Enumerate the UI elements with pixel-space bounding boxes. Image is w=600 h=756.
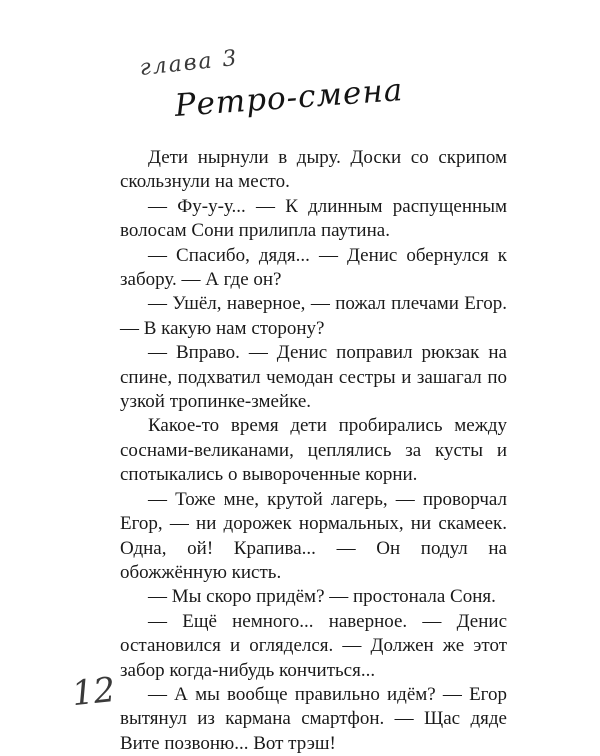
- paragraph: Дети нырнули в дыру. Доски со скрипом скользнули на место.: [120, 147, 507, 193]
- body-text: [120, 146, 507, 756]
- paragraph: — Вправо. — Денис поправил рюкзак на спине, подхватил чемодан сестры и зашагал по узкой тропинке-змейке.: [120, 342, 507, 413]
- paragraph: — Мы скоро придём? — простонала Соня.: [148, 586, 496, 608]
- page-number: 12: [70, 669, 118, 715]
- paragraph: — А мы вообще правильно идём? — Егор вытянул из кармана смартфон. — Щас дяде Вите позвоню... Вот трэш!: [120, 683, 507, 754]
- chapter-title: Ретро-смена: [173, 72, 405, 124]
- paragraph: — Ушёл, наверное, — пожал плечами Егор. — В какую нам сторону?: [120, 293, 507, 339]
- paragraph: — Тоже мне, крутой лагерь, — проворчал Егор, — ни дорожек нормальных, ни скамеек. Одна, ой! Крапива... — Он подул на обожжённую кисть.: [120, 488, 507, 583]
- paragraph: Какое-то время дети пробирались между соснами-великанами, цеплялись за кусты и спотыкались о вывороченные корни.: [120, 415, 507, 486]
- paragraph: — Ещё немного... наверное. — Денис остановился и огляделся. — Должен же этот забор когда-нибудь кончиться...: [120, 610, 507, 681]
- chapter-label: глава 3: [138, 45, 240, 81]
- paragraph: — Спасибо, дядя... — Денис обернулся к забору. — А где он?: [120, 244, 507, 291]
- paragraph: — Фу-у-у... — К длинным распущенным волосам Сони прилипла паутина.: [120, 195, 507, 242]
